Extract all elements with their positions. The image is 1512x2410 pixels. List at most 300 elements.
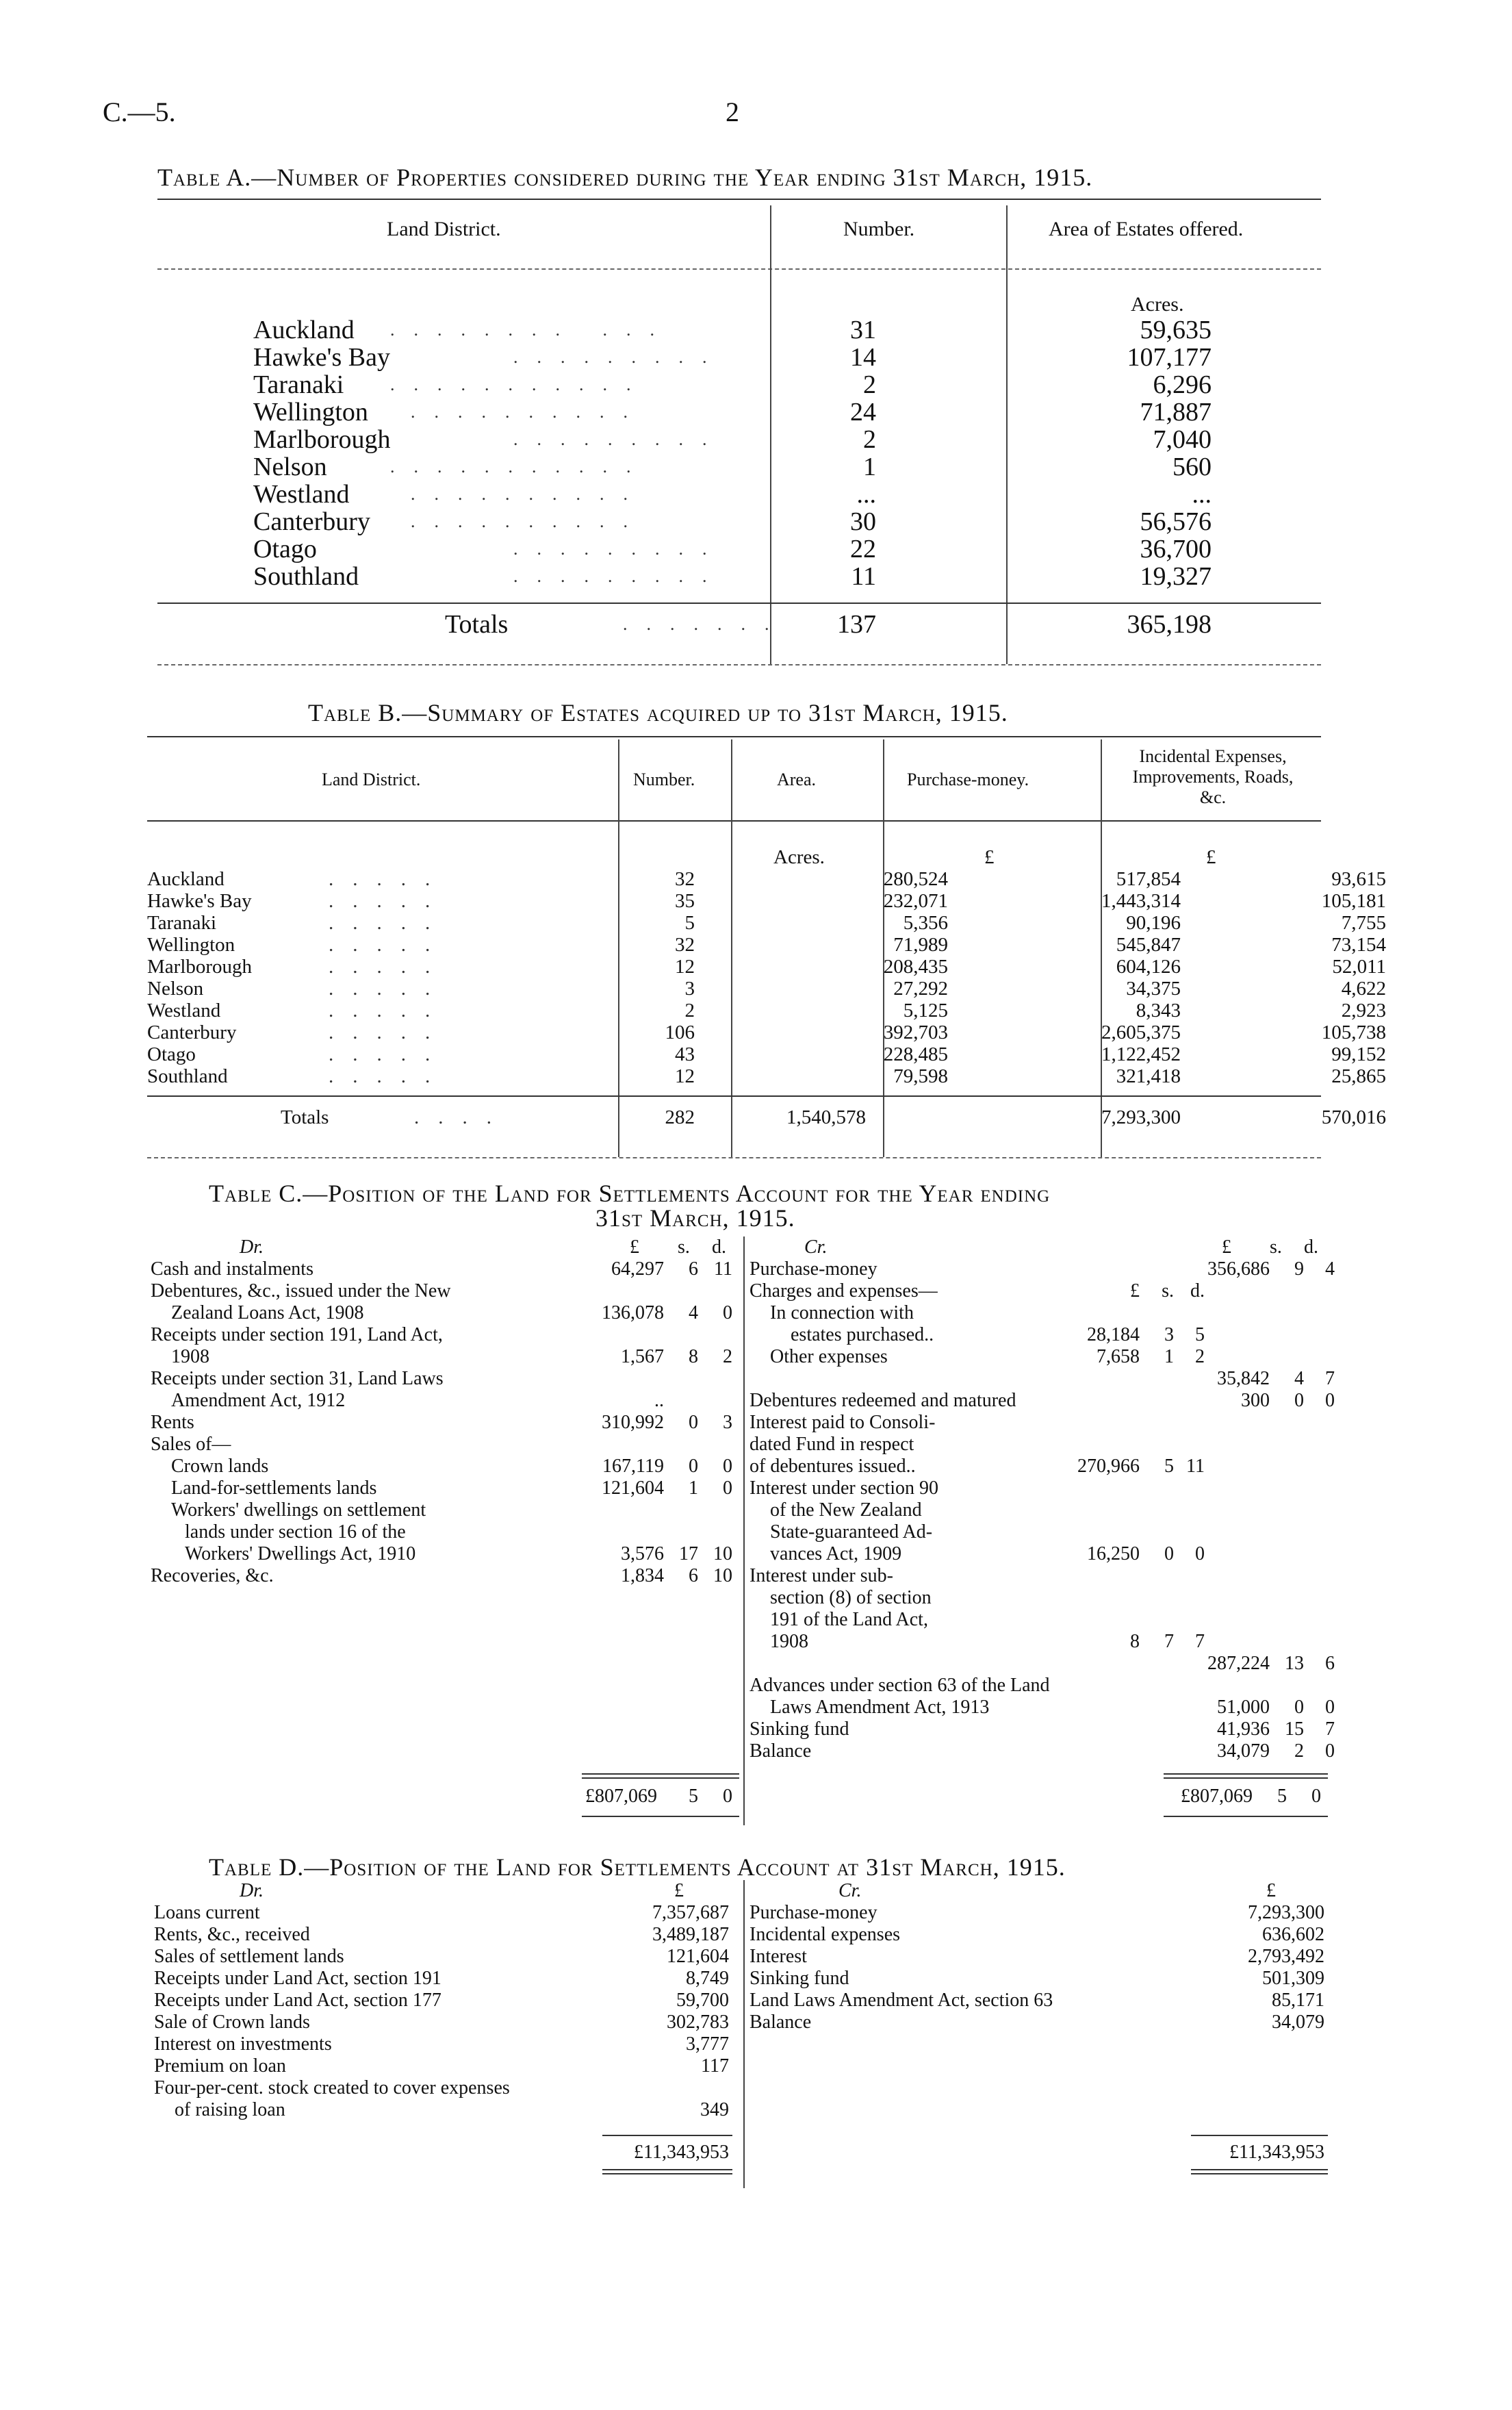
row-incidental: 52,011 xyxy=(1332,956,1386,978)
header-line: Improvements, Roads, xyxy=(1132,767,1294,787)
amount-pence: 0 xyxy=(1325,1740,1335,1762)
ledger-text: Purchase-money xyxy=(749,1258,877,1280)
row-incidental: 93,615 xyxy=(1331,868,1386,890)
amount-pence: 6 xyxy=(1325,1653,1335,1674)
table-b-rule-top xyxy=(147,736,1321,737)
row-incidental: 73,154 xyxy=(1331,934,1386,956)
leader-dots: ..... xyxy=(329,934,450,956)
row-number: 43 xyxy=(675,1043,695,1065)
ledger-line xyxy=(749,1565,1331,1587)
table-row xyxy=(147,934,1386,956)
ledger-text: section (8) of section xyxy=(770,1587,932,1608)
totals-purchase: 7,293,300 xyxy=(1101,1106,1181,1128)
ledger-line xyxy=(151,1412,739,1434)
amount-pounds: 167,119 xyxy=(602,1456,664,1477)
table-c-divider xyxy=(743,1236,745,1825)
ledger-text: Recoveries, &c. xyxy=(151,1565,274,1586)
ledger-line xyxy=(749,1477,1331,1499)
ledger-line xyxy=(151,1565,739,1587)
table-row xyxy=(253,508,1212,535)
district-name: Westland xyxy=(253,480,350,509)
table-d-cr-label: Cr. xyxy=(838,1880,862,1901)
table-a-header-number: Number. xyxy=(843,218,915,240)
table-a-header-area: Area of Estates offered. xyxy=(1049,218,1244,240)
amount-shillings: 15 xyxy=(1285,1718,1304,1740)
amount-shillings: 0 xyxy=(689,1456,698,1477)
ledger-line xyxy=(151,1521,739,1543)
row-area: 560 xyxy=(1173,453,1212,481)
ledger-text: State-guaranteed Ad- xyxy=(770,1521,933,1543)
row-purchase: 321,418 xyxy=(1116,1065,1181,1087)
ledger-line xyxy=(151,1302,739,1324)
row-area: 5,125 xyxy=(903,1000,948,1022)
table-row xyxy=(147,890,1386,912)
amount-pounds: 51,000 xyxy=(1217,1697,1270,1718)
row-area: 79,598 xyxy=(893,1065,948,1087)
ledger-line xyxy=(154,2099,732,2121)
amount-pounds: 117 xyxy=(701,2055,729,2077)
ledger-text: Cash and instalments xyxy=(151,1258,313,1280)
ledger-text: 1908 xyxy=(171,1346,209,1367)
ledger-text: 191 of the Land Act, xyxy=(770,1609,928,1630)
table-d-dr-label: Dr. xyxy=(240,1880,264,1901)
table-c-dr-total xyxy=(568,1786,739,1808)
ledger-line xyxy=(151,1456,739,1477)
district-name: Taranaki xyxy=(147,912,217,934)
table-b-rule-totals xyxy=(147,1095,1321,1097)
table-b-header-area: Area. xyxy=(777,770,817,789)
district-name: Nelson xyxy=(253,453,327,481)
sub-amount-shillings: 7 xyxy=(1164,1631,1174,1652)
row-area: 71,887 xyxy=(1140,398,1212,427)
ledger-text: Interest paid to Consoli- xyxy=(749,1412,936,1433)
leader-dots: .......... xyxy=(411,484,647,504)
table-d-cr-total: £11,343,953 xyxy=(1229,2142,1324,2163)
row-incidental: 7,755 xyxy=(1341,912,1386,934)
leader-dots: ........... xyxy=(390,457,650,477)
table-row xyxy=(147,1022,1386,1043)
ledger-line xyxy=(151,1324,739,1346)
table-b-header-incidental xyxy=(1103,746,1322,808)
ledger-text: lands under section 16 of the xyxy=(185,1521,406,1543)
ledger-line xyxy=(749,1946,1324,1968)
ledger-text: Land Laws Amendment Act, section 63 xyxy=(749,1990,1053,2011)
amount-pence: 7 xyxy=(1325,1368,1335,1389)
amount-shillings: 2 xyxy=(1294,1740,1304,1762)
district-name: Marlborough xyxy=(253,425,391,454)
ledger-line xyxy=(749,1280,1331,1302)
row-number: 1 xyxy=(863,453,876,481)
table-c-cr-total xyxy=(1157,1786,1328,1808)
row-number: 31 xyxy=(850,316,876,344)
sub-amount-shillings: 5 xyxy=(1164,1456,1174,1477)
total-pence: 0 xyxy=(723,1786,732,1807)
amount-pence: 0 xyxy=(1325,1697,1335,1718)
ledger-line xyxy=(749,1543,1331,1565)
district-name: Wellington xyxy=(253,398,368,427)
ledger-line xyxy=(749,1587,1331,1609)
ledger-text: Laws Amendment Act, 1913 xyxy=(770,1697,990,1718)
ledger-line xyxy=(749,1990,1324,2012)
row-purchase: 1,122,452 xyxy=(1101,1043,1181,1065)
table-b-unit-area: Acres. xyxy=(773,846,825,868)
amount-pounds: 7,357,687 xyxy=(652,1902,729,1923)
table-row xyxy=(253,371,1212,398)
table-d-dr-pound: £ xyxy=(674,1880,684,1901)
table-row xyxy=(147,912,1386,934)
row-purchase: 1,443,314 xyxy=(1101,890,1181,912)
leader-dots: ..... xyxy=(329,1043,450,1065)
sub-amount-pence: 5 xyxy=(1195,1324,1205,1345)
table-row xyxy=(253,316,1212,344)
leader-dots: ..... xyxy=(329,868,450,890)
ledger-text: Land-for-settlements lands xyxy=(171,1477,377,1499)
ledger-line xyxy=(749,1718,1335,1740)
totals-area: 1,540,578 xyxy=(786,1106,866,1128)
leader-dots: ......... xyxy=(513,566,726,586)
ledger-text: Receipts under section 191, Land Act, xyxy=(151,1324,443,1345)
table-b-header-number: Number. xyxy=(633,770,695,789)
ledger-line xyxy=(749,1631,1331,1653)
sub-amount-shillings: 3 xyxy=(1164,1324,1174,1345)
total-pounds: £807,069 xyxy=(1181,1786,1253,1807)
table-row xyxy=(147,868,1386,890)
ledger-text: Interest xyxy=(749,1946,807,1967)
table-row xyxy=(147,956,1386,978)
header-line: Incidental Expenses, xyxy=(1139,746,1287,766)
table-a-rule-head xyxy=(157,268,1321,270)
ledger-text: Interest under sub- xyxy=(749,1565,893,1586)
amount-shillings: 0 xyxy=(689,1412,698,1433)
table-d-divider xyxy=(743,1880,745,2188)
sub-amount-pounds: £ xyxy=(1130,1280,1140,1302)
district-name: Taranaki xyxy=(253,370,344,399)
table-row xyxy=(147,1065,1386,1087)
table-row xyxy=(253,453,1212,481)
leader-dots: ..... xyxy=(329,1022,450,1043)
table-c-dr-total-rule xyxy=(582,1773,739,1775)
ledger-text: Workers' Dwellings Act, 1910 xyxy=(185,1543,416,1564)
table-b-header-district: Land District. xyxy=(322,770,421,789)
row-purchase: 34,375 xyxy=(1126,978,1181,1000)
ledger-text: Zealand Loans Act, 1908 xyxy=(171,1302,364,1323)
table-d-title: Table D.—Position of the Land for Settlements Account at 31st March, 1915. xyxy=(209,1853,1066,1881)
amount-pounds: 3,777 xyxy=(686,2033,729,2055)
sub-amount-pounds: 28,184 xyxy=(1087,1324,1140,1345)
table-c-cr-pence: d. xyxy=(1304,1236,1318,1258)
row-area: 6,296 xyxy=(1153,370,1212,399)
total-pence: 0 xyxy=(1311,1786,1321,1807)
amount-pence: 10 xyxy=(713,1543,732,1564)
table-a-rule-bottom xyxy=(157,664,1321,665)
table-c-dr-total-rule-2 xyxy=(582,1777,739,1779)
row-purchase: 604,126 xyxy=(1116,956,1181,978)
table-b-rule-bottom xyxy=(147,1157,1321,1158)
row-number: 12 xyxy=(675,956,695,978)
leader-dots: ..... xyxy=(329,890,450,912)
total-pounds: £807,069 xyxy=(585,1786,657,1807)
amount-pence: 11 xyxy=(714,1258,732,1280)
amount-pounds: 59,700 xyxy=(676,1990,729,2011)
ledger-text: Sinking fund xyxy=(749,1968,849,1989)
row-number: 106 xyxy=(665,1022,695,1043)
table-row xyxy=(253,563,1212,590)
ledger-line xyxy=(154,1924,732,1946)
district-name: Hawke's Bay xyxy=(253,343,390,372)
row-incidental: 99,152 xyxy=(1331,1043,1386,1065)
ledger-text: Sinking fund xyxy=(749,1718,849,1740)
district-name: Southland xyxy=(147,1065,228,1087)
table-c-cr-shilling: s. xyxy=(1270,1236,1282,1258)
table-row xyxy=(253,426,1212,453)
row-purchase: 8,343 xyxy=(1136,1000,1181,1022)
ledger-line xyxy=(749,1258,1335,1280)
ledger-line xyxy=(749,1968,1324,1990)
ledger-text: 1908 xyxy=(770,1631,808,1652)
amount-pounds: 34,079 xyxy=(1217,1740,1270,1762)
table-c-cr-pound: £ xyxy=(1222,1236,1231,1258)
table-a-rule-totals xyxy=(157,602,1321,604)
row-number: 14 xyxy=(850,343,876,372)
amount-pounds: 501,309 xyxy=(1262,1968,1324,1989)
totals-label: Totals xyxy=(445,610,509,639)
ledger-line xyxy=(154,2077,732,2099)
district-name: Hawke's Bay xyxy=(147,890,252,912)
leader-dots: ..... xyxy=(329,978,450,1000)
amount-pounds: .. xyxy=(654,1390,664,1411)
table-row xyxy=(253,344,1212,371)
page-number: 2 xyxy=(726,97,739,127)
ledger-text: Workers' dwellings on settlement xyxy=(171,1499,426,1521)
row-area: 228,485 xyxy=(883,1043,948,1065)
ledger-text: dated Fund in respect xyxy=(749,1434,914,1455)
ledger-line xyxy=(154,1968,732,1990)
table-b-rule-head xyxy=(147,820,1321,822)
table-row xyxy=(147,1043,1386,1065)
total-shillings: 5 xyxy=(1277,1786,1287,1807)
ledger-text: Debentures, &c., issued under the New xyxy=(151,1280,451,1302)
table-c-cr-total-rule-2 xyxy=(1164,1777,1328,1779)
ledger-line xyxy=(154,2033,732,2055)
amount-shillings: 1 xyxy=(689,1477,698,1499)
ledger-text: Sales of settlement lands xyxy=(154,1946,344,1967)
amount-pence: 0 xyxy=(1325,1390,1335,1411)
leader-dots: ..... xyxy=(329,1000,450,1022)
ledger-text: Charges and expenses— xyxy=(749,1280,938,1302)
ledger-line xyxy=(749,1368,1335,1390)
amount-pounds: 1,567 xyxy=(621,1346,664,1367)
row-area: 36,700 xyxy=(1140,535,1212,563)
row-incidental: 105,181 xyxy=(1321,890,1386,912)
amount-pounds: 302,783 xyxy=(667,2012,729,2033)
amount-pence: 10 xyxy=(713,1565,732,1586)
district-name: Westland xyxy=(147,1000,221,1022)
ledger-line xyxy=(151,1258,739,1280)
table-b-unit-purchase: £ xyxy=(984,846,995,868)
ledger-line xyxy=(749,1412,1331,1434)
amount-pounds: 35,842 xyxy=(1217,1368,1270,1389)
row-incidental: 25,865 xyxy=(1331,1065,1386,1087)
table-c-dr-shilling: s. xyxy=(678,1236,690,1258)
totals-number: 137 xyxy=(837,610,876,639)
ledger-line xyxy=(154,2012,732,2033)
row-number: 32 xyxy=(675,934,695,956)
district-name: Auckland xyxy=(253,316,355,344)
ledger-line xyxy=(154,2055,732,2077)
ledger-text: Sale of Crown lands xyxy=(154,2012,310,2033)
table-row xyxy=(253,535,1212,563)
amount-pence: 3 xyxy=(723,1412,732,1433)
amount-pence: 2 xyxy=(723,1346,732,1367)
ledger-line xyxy=(749,1324,1331,1346)
amount-pounds: 85,171 xyxy=(1272,1990,1324,2011)
ledger-line xyxy=(154,1902,732,1924)
amount-pounds: 3,576 xyxy=(621,1543,664,1564)
ledger-line xyxy=(151,1499,739,1521)
row-number: 35 xyxy=(675,890,695,912)
sub-amount-pence: 11 xyxy=(1186,1456,1205,1477)
table-c-dr-pence: d. xyxy=(712,1236,726,1258)
table-b-unit-incidental: £ xyxy=(1206,846,1216,868)
amount-pounds: 2,793,492 xyxy=(1248,1946,1324,1967)
district-name: Otago xyxy=(253,535,317,563)
row-incidental: 105,738 xyxy=(1321,1022,1386,1043)
ledger-text: Rents xyxy=(151,1412,194,1433)
ledger-line xyxy=(154,1990,732,2012)
table-c-dr-pound: £ xyxy=(630,1236,639,1258)
sub-amount-pence: 7 xyxy=(1195,1631,1205,1652)
sub-amount-shillings: 1 xyxy=(1164,1346,1174,1367)
amount-pounds: 636,602 xyxy=(1262,1924,1324,1945)
district-name: Canterbury xyxy=(147,1022,237,1043)
ledger-text: Rents, &c., received xyxy=(154,1924,310,1945)
amount-pence: 0 xyxy=(723,1477,732,1499)
sub-amount-pounds: 8 xyxy=(1130,1631,1140,1652)
amount-shillings: 6 xyxy=(689,1258,698,1280)
leader-dots: .... xyxy=(414,1106,511,1128)
table-c-cr-label: Cr. xyxy=(804,1236,828,1258)
totals-area: 365,198 xyxy=(1127,610,1212,639)
row-area: 280,524 xyxy=(883,868,948,890)
amount-pounds: 310,992 xyxy=(602,1412,664,1433)
ledger-line xyxy=(749,1456,1331,1477)
amount-pence: 0 xyxy=(723,1456,732,1477)
header-line: &c. xyxy=(1199,787,1227,807)
row-number: 32 xyxy=(675,868,695,890)
amount-pounds: 356,686 xyxy=(1207,1258,1270,1280)
table-c-cr-total-rule xyxy=(1164,1773,1328,1775)
ledger-text: Four-per-cent. stock created to cover expenses xyxy=(154,2077,510,2098)
amount-shillings: 6 xyxy=(689,1565,698,1586)
amount-shillings: 4 xyxy=(1294,1368,1304,1389)
leader-dots: ....... xyxy=(623,614,789,634)
table-c-cr-bottom-rule xyxy=(1164,1816,1328,1817)
amount-pounds: 1,834 xyxy=(621,1565,664,1586)
ledger-text: Other expenses xyxy=(770,1346,888,1367)
row-purchase: 90,196 xyxy=(1126,912,1181,934)
district-name: Auckland xyxy=(147,868,225,890)
table-c-dr-bottom-rule xyxy=(582,1816,739,1817)
sub-amount-shillings: 0 xyxy=(1164,1543,1174,1564)
table-row xyxy=(147,1000,1386,1022)
ledger-text: Sales of— xyxy=(151,1434,231,1455)
amount-pounds: 136,078 xyxy=(602,1302,664,1323)
ledger-text: Interest on investments xyxy=(154,2033,332,2055)
ledger-text: Premium on loan xyxy=(154,2055,286,2077)
row-purchase: 517,854 xyxy=(1116,868,1181,890)
ledger-text: Debentures redeemed and matured xyxy=(749,1390,1016,1411)
ledger-text: Receipts under Land Act, section 177 xyxy=(154,1990,441,2011)
row-number: 3 xyxy=(684,978,695,1000)
amount-pence: 0 xyxy=(723,1302,732,1323)
amount-pounds: 8,749 xyxy=(686,1968,729,1989)
ledger-line xyxy=(151,1477,739,1499)
ledger-line xyxy=(749,1609,1331,1631)
table-d-cr-total-rule xyxy=(1191,2135,1328,2136)
table-c-title-line-2: 31st March, 1915. xyxy=(595,1204,795,1232)
ledger-line xyxy=(151,1280,739,1302)
row-number: 11 xyxy=(851,562,876,591)
ledger-line xyxy=(749,1675,1331,1697)
amount-pence: 4 xyxy=(1325,1258,1335,1280)
ledger-line xyxy=(154,1946,732,1968)
ledger-line xyxy=(749,1653,1335,1675)
table-c-title: Table C.—Position of the Land for Settlements Account for the Year ending xyxy=(209,1180,1051,1207)
table-d-dr-bottom-rule-2 xyxy=(602,2173,732,2174)
row-number: ... xyxy=(856,480,876,509)
district-name: Southland xyxy=(253,562,359,591)
ledger-text: Crown lands xyxy=(171,1456,269,1477)
ledger-line xyxy=(749,1302,1331,1324)
ledger-line xyxy=(749,1499,1331,1521)
ledger-text: Balance xyxy=(749,1740,812,1762)
amount-shillings: 0 xyxy=(1294,1390,1304,1411)
row-number: 12 xyxy=(675,1065,695,1087)
table-b-header-purchase: Purchase-money. xyxy=(907,770,1029,789)
sub-amount-shillings: s. xyxy=(1162,1280,1174,1302)
table-row xyxy=(147,978,1386,1000)
ledger-line xyxy=(151,1434,739,1456)
ledger-line xyxy=(749,1697,1335,1718)
sub-amount-pounds: 270,966 xyxy=(1077,1456,1140,1477)
leader-dots: ......... xyxy=(513,539,726,559)
district-name: Otago xyxy=(147,1043,196,1065)
table-b-title: Table B.—Summary of Estates acquired up to 31st March, 1915. xyxy=(308,699,1008,726)
ledger-text: vances Act, 1909 xyxy=(770,1543,902,1564)
table-row xyxy=(253,481,1212,508)
leader-dots: ......... xyxy=(513,347,726,367)
row-purchase: 545,847 xyxy=(1116,934,1181,956)
ledger-text: of raising loan xyxy=(175,2099,285,2120)
row-number: 2 xyxy=(863,370,876,399)
row-area: 392,703 xyxy=(883,1022,948,1043)
page-reference: C.—5. xyxy=(103,97,176,127)
table-d-dr-total: £11,343,953 xyxy=(634,2142,729,2163)
ledger-text: In connection with xyxy=(770,1302,914,1323)
totals-number: 282 xyxy=(665,1106,695,1128)
leader-dots: ..... xyxy=(329,912,450,934)
leader-dots: .......... xyxy=(411,511,647,531)
row-area: 208,435 xyxy=(883,956,948,978)
row-area: 7,040 xyxy=(1153,425,1212,454)
ledger-line xyxy=(749,2012,1324,2033)
leader-dots: ..... xyxy=(329,1065,450,1087)
table-c-dr-label: Dr. xyxy=(240,1236,264,1258)
row-number: 24 xyxy=(850,398,876,427)
amount-shillings: 0 xyxy=(1294,1697,1304,1718)
row-area: 27,292 xyxy=(893,978,948,1000)
row-number: 2 xyxy=(684,1000,695,1022)
